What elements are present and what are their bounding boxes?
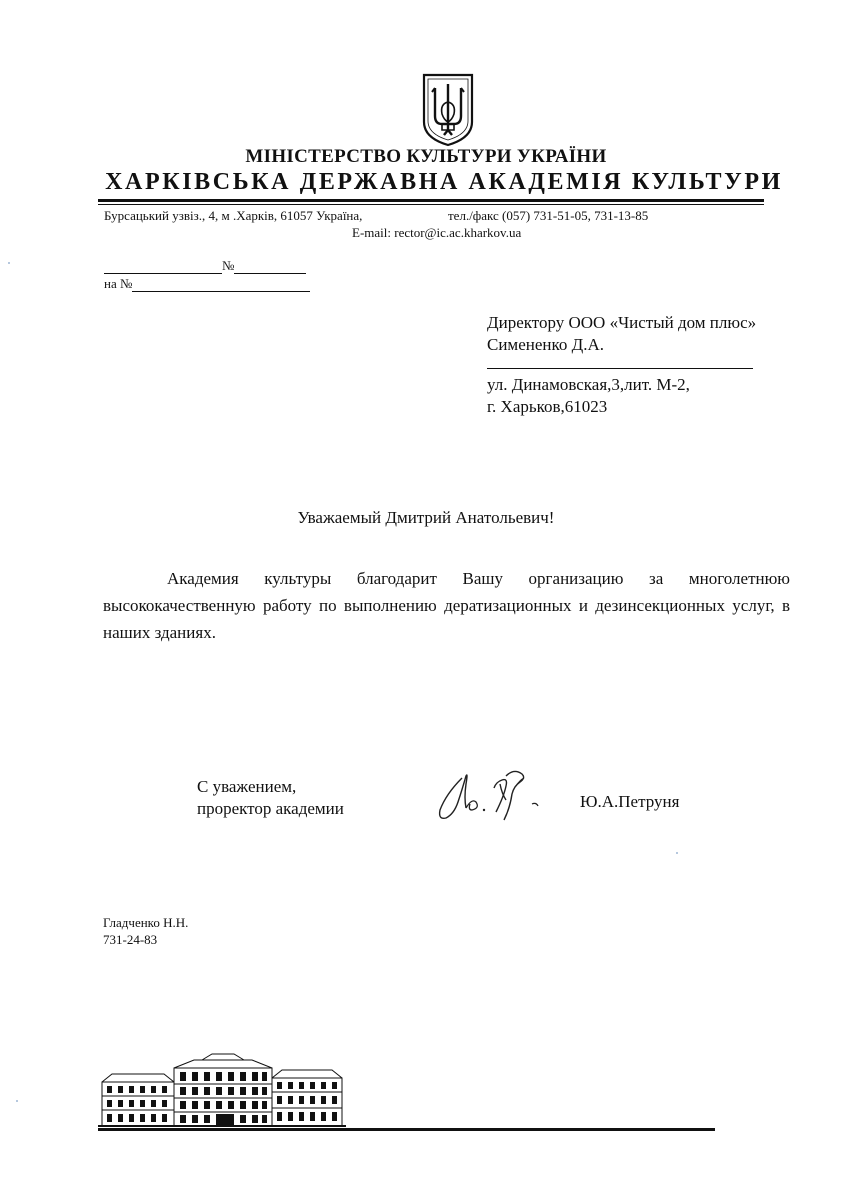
executor-phone: 731-24-83 xyxy=(103,932,158,947)
executor-block xyxy=(103,914,188,948)
outgoing-number-line xyxy=(104,258,306,274)
closing-block xyxy=(197,776,344,820)
recipient-address xyxy=(487,374,690,418)
reference-blank xyxy=(132,277,310,292)
recipient-name: Симененко Д.А. xyxy=(487,335,604,354)
academy-phone: тел./факс (057) 731-51-05, 731-13-85 xyxy=(448,208,649,223)
number-blank xyxy=(234,259,306,274)
header-rule-thin xyxy=(98,204,764,205)
salutation: Уважаемый Дмитрий Анатольевич! xyxy=(297,508,555,527)
footer-rule xyxy=(98,1128,715,1131)
reference-label: на № xyxy=(104,276,133,291)
scan-speck xyxy=(16,1100,18,1102)
academy-building-icon xyxy=(98,1052,346,1132)
recipient-block xyxy=(487,312,756,356)
academy-address: Бурсацький узвіз., 4, м .Харків, 61057 Україна, xyxy=(104,208,363,223)
number-label: № xyxy=(222,258,235,273)
recipient-position: Директору ООО «Чистый дом плюс» xyxy=(487,313,757,332)
recipient-separator xyxy=(487,368,753,369)
signer-name: Ю.А.Петруня xyxy=(580,792,680,811)
ministry-title: МІНІСТЕРСТВО КУЛЬТУРИ УКРАЇНИ xyxy=(245,146,607,167)
trident-emblem-icon xyxy=(420,72,476,148)
scan-speck xyxy=(8,262,10,264)
handwritten-signature xyxy=(432,764,544,826)
executor-name: Гладченко Н.Н. xyxy=(103,915,189,930)
letter-body: Академия культуры благодарит Вашу организацию за многолетнюю высококачественную работу по выполнению дератизационных и дезинсекционных услуг, в наших зданиях. xyxy=(103,569,790,642)
recipient-city: г. Харьков,61023 xyxy=(487,397,608,416)
closing-regards: С уважением, xyxy=(197,777,297,796)
date-blank xyxy=(104,259,222,274)
academy-email: E-mail: rector@ic.ac.kharkov.ua xyxy=(352,225,522,240)
signer-position: проректор академии xyxy=(197,799,344,818)
header-rule-thick xyxy=(98,199,764,202)
scan-speck xyxy=(676,852,678,854)
reference-number-line xyxy=(104,276,310,292)
recipient-street: ул. Динамовская,3,лит. М-2, xyxy=(487,375,690,394)
academy-title: ХАРКІВСЬКА ДЕРЖАВНА АКАДЕМІЯ КУЛЬТУРИ xyxy=(105,169,783,195)
